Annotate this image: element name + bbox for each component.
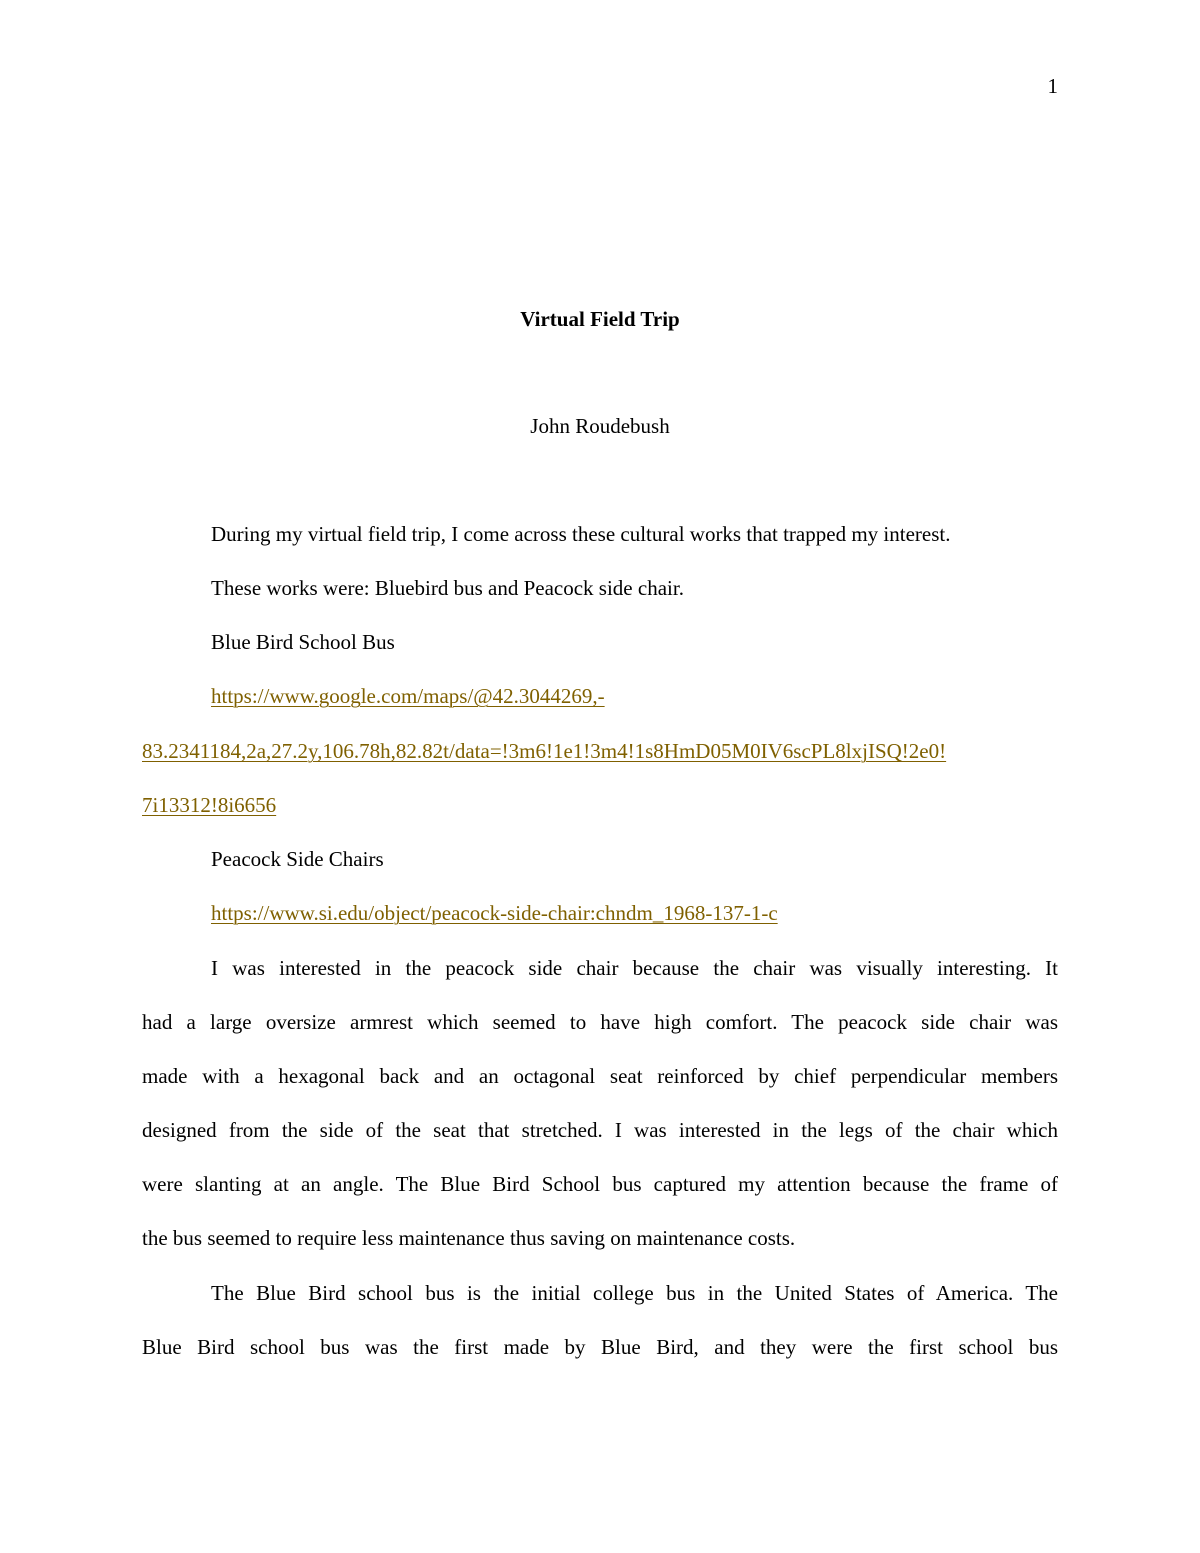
bus-heading: Blue Bird School Bus	[211, 630, 395, 654]
paragraph-line: The Blue Bird school bus is the initial college bus in the United States of America. The	[211, 1281, 1058, 1305]
paragraph-line: I was interested in the peacock side chair because the chair was visually interesting. It	[211, 956, 1058, 980]
paragraph-line: made with a hexagonal back and an octagonal seat reinforced by chief perpendicular members	[142, 1064, 1058, 1088]
intro-line: During my virtual field trip, I come across these cultural works that trapped my interest.	[211, 522, 951, 546]
bus-map-link[interactable]: 7i13312!8i6656	[142, 793, 277, 817]
bus-map-link[interactable]: https://www.google.com/maps/@42.3044269,-	[211, 684, 605, 708]
intro-line: These works were: Bluebird bus and Peacock side chair.	[211, 576, 684, 600]
author-name: John Roudebush	[530, 414, 670, 438]
paragraph-line: designed from the side of the seat that stretched. I was interested in the legs of the chair which	[142, 1118, 1058, 1142]
chair-museum-link[interactable]: https://www.si.edu/object/peacock-side-chair:chndm_1968-137-1-c	[211, 901, 778, 925]
paragraph-line: had a large oversize armrest which seemed to have high comfort. The peacock side chair was	[142, 1010, 1058, 1034]
page-number: 1	[1047, 74, 1058, 98]
paragraph-line: Blue Bird school bus was the first made by Blue Bird, and they were the first school bus	[142, 1335, 1058, 1359]
chair-heading: Peacock Side Chairs	[211, 847, 384, 871]
document-title: Virtual Field Trip	[520, 307, 680, 331]
bus-map-link[interactable]: 83.2341184,2a,27.2y,106.78h,82.82t/data=!3m6!1e1!3m4!1s8HmD05M0IV6scPL8lxjISQ!2e0!	[142, 739, 947, 763]
paragraph-line: were slanting at an angle. The Blue Bird School bus captured my attention because the frame of	[142, 1172, 1058, 1196]
paragraph-line: the bus seemed to require less maintenance thus saving on maintenance costs.	[142, 1226, 796, 1250]
